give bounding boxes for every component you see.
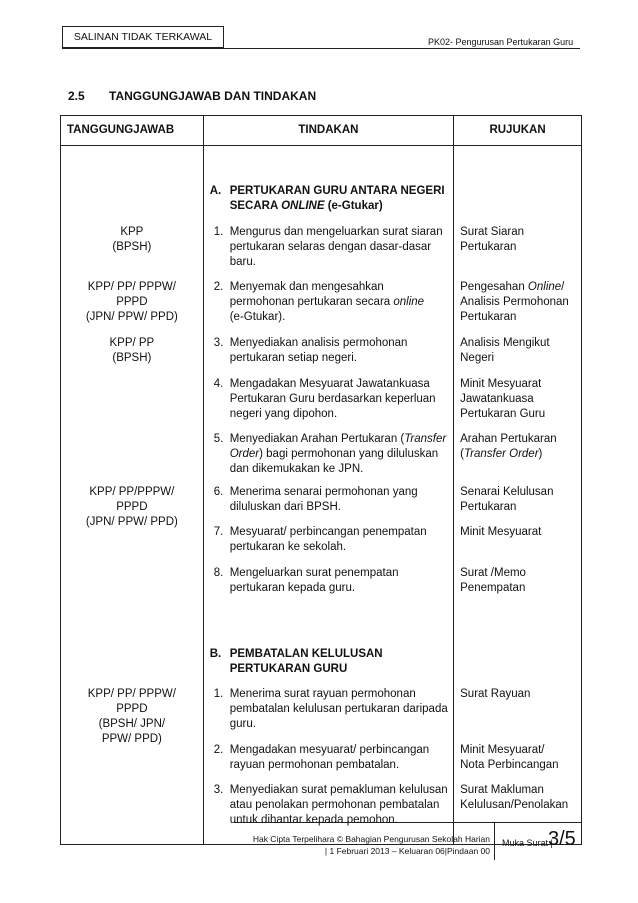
reference-cell bbox=[454, 146, 582, 845]
responsibility-line: KPP/ PP/ PPPW/ bbox=[87, 688, 176, 700]
responsibility-line: (BPSH) bbox=[112, 352, 152, 364]
responsibility-group bbox=[61, 225, 203, 255]
part-a-letter: A. bbox=[209, 185, 222, 197]
responsibility-line: PPPD bbox=[116, 296, 148, 308]
footer-divider bbox=[234, 822, 582, 823]
action-number: 3. bbox=[213, 337, 224, 349]
reference-group: Analisis Mengikut Negeri bbox=[460, 337, 550, 364]
action-text: Menyediakan Arahan Pertukaran (Transfer Order) bagi permohonan yang diluluskan dan dikemukakan ke JPN. bbox=[229, 433, 447, 475]
action-number: 3. bbox=[213, 784, 224, 796]
responsibility-cell bbox=[61, 146, 204, 845]
table-body-row bbox=[61, 146, 582, 845]
footer-copyright bbox=[234, 833, 490, 857]
responsibility-group bbox=[61, 687, 203, 747]
action-text: Menerima surat rayuan permohonan pembatalan kelulusan pertukaran daripada guru. bbox=[229, 688, 448, 730]
part-a-title-text: SECARA bbox=[229, 200, 282, 212]
action-text: Menyediakan analisis permohonan pertukaran setiap negeri. bbox=[229, 337, 408, 364]
footer-line: Hak Cipta Terpelihara © Bahagian Pengurusan Sekolah Harian bbox=[252, 834, 490, 844]
part-a-title-line: PERTUKARAN GURU ANTARA NEGERI bbox=[229, 185, 445, 197]
uncontrolled-copy-stamp: SALINAN TIDAK TERKAWAL bbox=[62, 26, 224, 48]
footer-separator bbox=[494, 822, 495, 860]
part-b-title-line: PERTUKARAN GURU bbox=[229, 663, 348, 675]
responsibility-line: (JPN/ PPW/ PPD) bbox=[85, 311, 178, 323]
reference-group: Surat Makluman Kelulusan/Penolakan bbox=[460, 784, 569, 811]
reference-group: Surat Siaran Pertukaran bbox=[460, 226, 525, 253]
reference-group: Minit Mesyuarat Jawatankuasa Pertukaran Guru bbox=[460, 378, 546, 420]
action-text: Menyediakan surat pemakluman kelulusan atau penolakan permohonan pembatalan untuk dihantar kepada pemohon. bbox=[229, 784, 448, 826]
responsibility-line: (BPSH/ JPN/ bbox=[98, 718, 166, 730]
part-a-title bbox=[230, 184, 445, 214]
responsibility-group bbox=[61, 485, 203, 530]
reference-group: Senarai Kelulusan Pertukaran bbox=[460, 486, 554, 513]
responsibility-line: (JPN/ PPW/ PPD) bbox=[85, 516, 178, 528]
responsibility-line: PPPD bbox=[116, 501, 148, 513]
responsibility-line: KPP bbox=[120, 226, 144, 238]
action-text: Mengadakan mesyuarat/ perbincangan rayuan permohonan pembatalan. bbox=[229, 744, 430, 771]
responsibility-line: (BPSH) bbox=[112, 241, 152, 253]
header-rujukan: RUJUKAN bbox=[454, 116, 582, 146]
header-tindakan: TINDAKAN bbox=[203, 116, 453, 146]
action-text: Mengeluarkan surat penempatan pertukaran kepada guru. bbox=[229, 567, 399, 594]
part-b-letter: B. bbox=[209, 648, 222, 660]
part-a-title-text: (e-Gtukar) bbox=[324, 200, 383, 212]
action-text: Mengadakan Mesyuarat Jawatankuasa Pertukaran Guru berdasarkan keperluan negeri yang dipohon. bbox=[229, 378, 436, 420]
action-number: 6. bbox=[213, 486, 224, 498]
reference-group: Surat /Memo Penempatan bbox=[460, 567, 526, 594]
header-divider bbox=[62, 48, 580, 49]
action-number: 4. bbox=[213, 378, 224, 390]
action-text: Menyemak dan mengesahkan permohonan pertukaran secara online (e-Gtukar). bbox=[229, 281, 425, 323]
reference-group: Minit Mesyuarat bbox=[460, 526, 542, 538]
table-header-row bbox=[61, 116, 582, 146]
responsibility-table bbox=[60, 115, 582, 845]
action-text: Menerima senarai permohonan yang diluluskan dari BPSH. bbox=[229, 486, 418, 513]
part-b-title bbox=[230, 647, 383, 677]
part-a-title-italic: ONLINE bbox=[281, 200, 325, 212]
action-number: 2. bbox=[213, 744, 224, 756]
page-label: Muka Surat | bbox=[502, 838, 553, 848]
action-number: 1. bbox=[213, 688, 224, 700]
action-number: 8. bbox=[213, 567, 224, 579]
responsibility-line: KPP/ PP/ PPPW/ bbox=[87, 281, 176, 293]
reference-group: Surat Rayuan bbox=[460, 688, 531, 700]
reference-group: Arahan Pertukaran (Transfer Order) bbox=[460, 433, 557, 460]
part-a-title-line bbox=[230, 199, 445, 214]
reference-group: Minit Mesyuarat/ Nota Perbincangan bbox=[460, 744, 559, 771]
action-cell bbox=[203, 146, 453, 845]
document-title: PK02- Pengurusan Pertukaran Guru bbox=[428, 37, 574, 47]
responsibility-line: PPW/ PPD) bbox=[101, 733, 162, 745]
responsibility-group bbox=[61, 336, 203, 366]
section-number: 2.5 bbox=[68, 89, 85, 103]
page-number: 3/5 bbox=[548, 828, 576, 850]
action-number: 7. bbox=[213, 526, 224, 538]
responsibility-line: KPP/ PP/PPPW/ bbox=[89, 486, 175, 498]
reference-group: Pengesahan Online/ Analisis Permohonan Pertukaran bbox=[460, 281, 569, 323]
responsibility-line: KPP/ PP bbox=[109, 337, 155, 349]
part-b-title-line: PEMBATALAN KELULUSAN bbox=[229, 648, 383, 660]
action-number: 5. bbox=[213, 433, 224, 445]
action-number: 2. bbox=[213, 281, 224, 293]
responsibility-group bbox=[61, 280, 203, 325]
footer-line: | 1 Februari 2013 – Keluaran 06|Pindaan 00 bbox=[324, 846, 490, 856]
action-text: Mesyuarat/ perbincangan penempatan pertukaran ke sekolah. bbox=[229, 526, 427, 553]
section-title: TANGGUNGJAWAB DAN TINDAKAN bbox=[109, 89, 317, 103]
responsibility-line: PPPD bbox=[116, 703, 148, 715]
header-tanggungjawab: TANGGUNGJAWAB bbox=[61, 116, 204, 146]
action-number: 1. bbox=[213, 226, 224, 238]
action-text: Mengurus dan mengeluarkan surat siaran pertukaran selaras dengan dasar-dasar baru. bbox=[229, 226, 443, 268]
